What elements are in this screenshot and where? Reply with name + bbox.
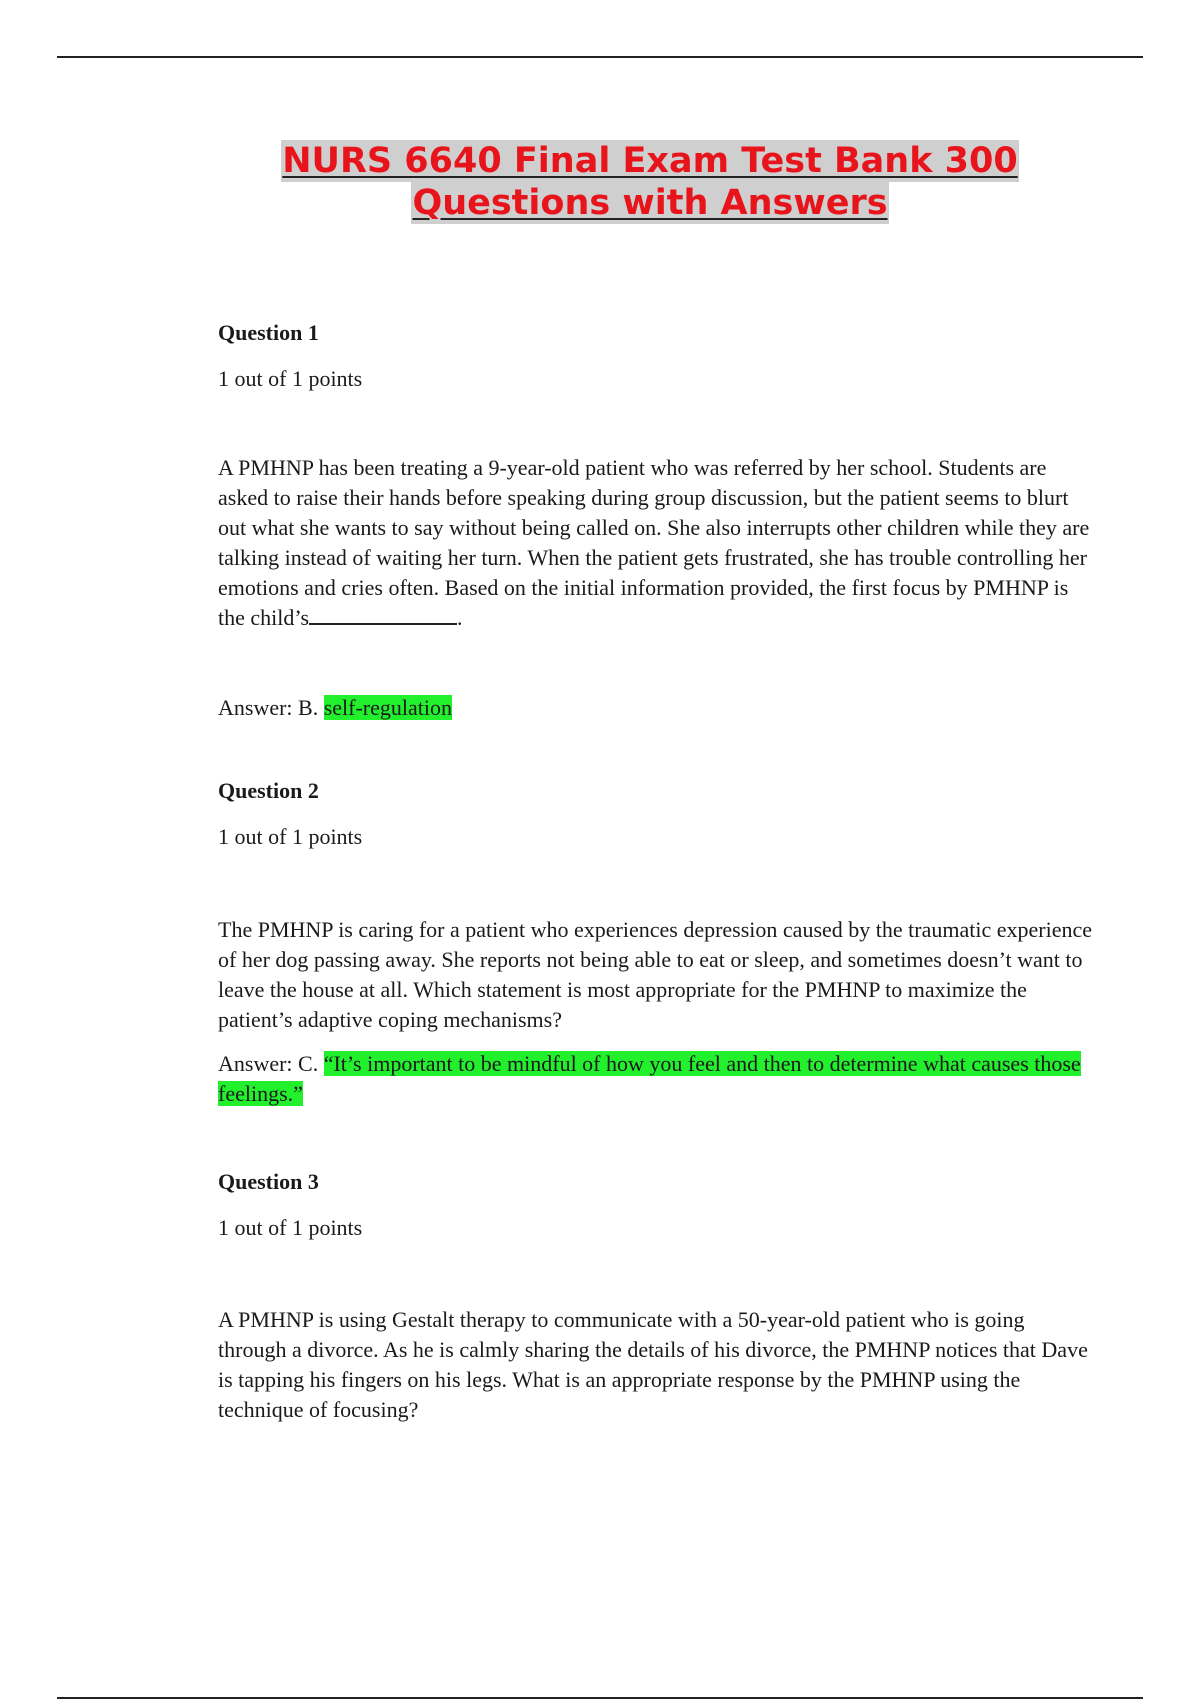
question-stem-text: A PMHNP has been treating a 9-year-old patient who was referred by her school. Students are asked to raise their hands before speaking during group discussion, but the patient seems to blurt out what she wants to say without being called on. She also interrupts other children while they are talking instead of waiting her turn. When the patient gets frustrated, she has trouble controlling her emotions and cries often. Based on the initial information provided, the first focus by PMHNP is the child’s [218,455,1090,630]
answer-blank [309,603,457,625]
question-points: 1 out of 1 points [218,366,363,391]
title-line-2: Questions with Answers [412,183,888,223]
question-heading: Question 2 [218,778,319,803]
question-heading: Question 3 [218,1169,319,1194]
question-stem: The PMHNP is caring for a patient who experiences depression caused by the traumatic experience of her dog passing away. She reports not being able to eat or sleep, and sometimes doesn’t want to leave the house at all. Which statement is most appropriate for the PMHNP to maximize the patient’s adaptive coping mechanisms? [218,917,1092,1032]
answer-highlight: self-regulation [323,695,453,720]
question-points: 1 out of 1 points [218,824,363,849]
bottom-rule [57,1697,1143,1699]
answer-line [218,1049,1098,1109]
question-1 [218,318,1098,723]
question-stem [218,453,1098,633]
question-3 [218,1167,1098,1425]
document-title [0,140,1200,224]
answer-prefix: Answer: B. [218,695,319,720]
question-stem: A PMHNP is using Gestalt therapy to communicate with a 50-year-old patient who is going through a divorce. As he is calmly sharing the details of his divorce, the PMHNP notices that Dave is tapping his fingers on his legs. What is an appropriate response by the PMHNP using the technique of focusing? [218,1307,1088,1422]
question-stem-end: . [457,605,463,630]
question-list [218,318,1098,1425]
question-points: 1 out of 1 points [218,1215,363,1240]
question-2 [218,776,1098,1109]
top-rule [57,56,1143,58]
answer-highlight: “It’s important to be mindful of how you feel and then to determine what causes those feelings.” [218,1051,1081,1106]
title-line-1: NURS 6640 Final Exam Test Bank 300 [282,141,1018,181]
answer-line [218,693,1098,723]
answer-prefix: Answer: C. [218,1051,319,1076]
question-heading: Question 1 [218,320,319,345]
